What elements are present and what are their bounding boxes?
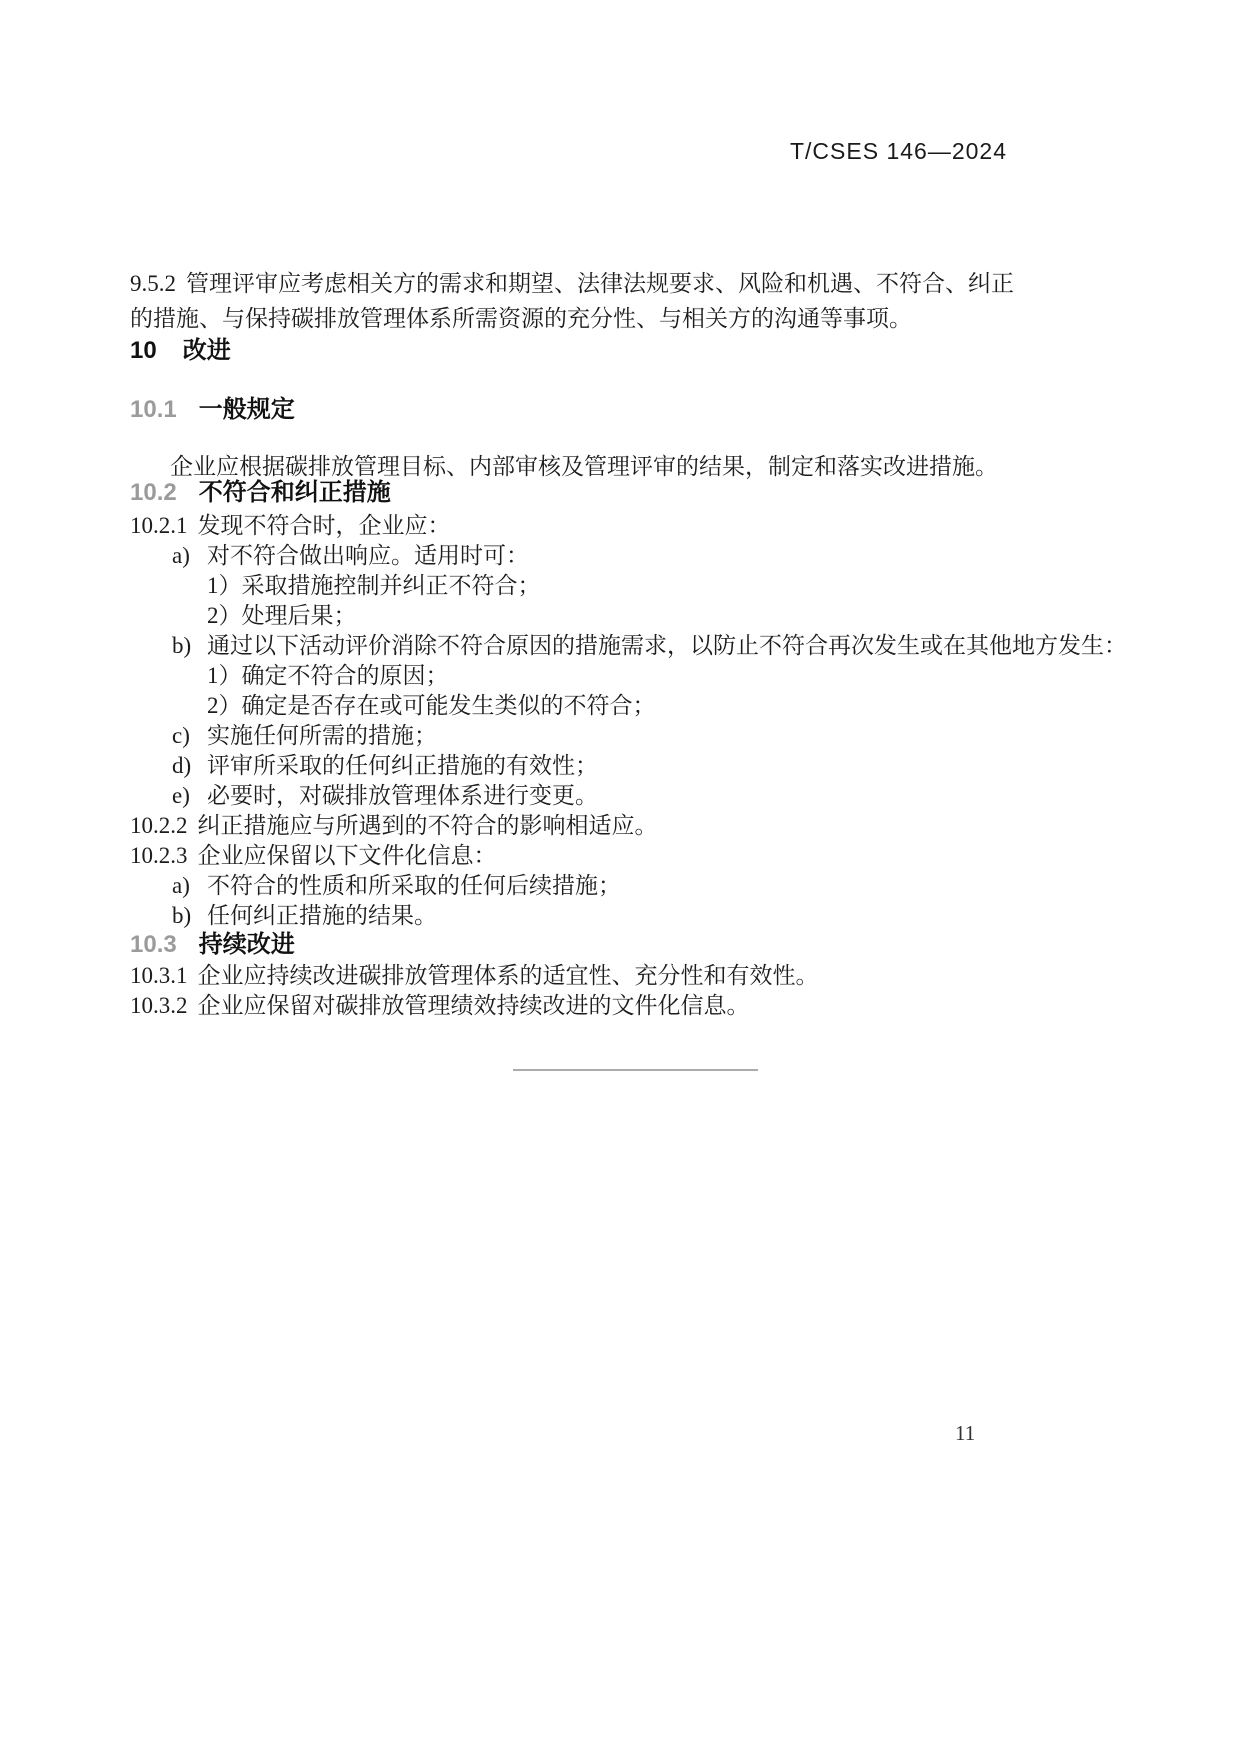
section-10-2-clause-list bbox=[130, 511, 1127, 931]
clause-row bbox=[130, 691, 1030, 721]
clause-text: 纠正措施应与所遇到的不符合的影响相适应。 bbox=[197, 813, 658, 838]
clause-row bbox=[130, 511, 1030, 541]
clause-number: 10.3.1 bbox=[130, 963, 188, 988]
clause-number: 10.2.1 bbox=[130, 513, 188, 538]
clause-row bbox=[130, 541, 1030, 571]
clause-number: a) bbox=[172, 873, 190, 898]
clause-text: 采取措施控制并纠正不符合； bbox=[241, 573, 541, 598]
section-10-3-clause-list bbox=[130, 961, 1030, 1021]
section-number: 10.1 bbox=[130, 396, 177, 423]
clause-9-5-2-paragraph bbox=[130, 266, 1014, 336]
clause-number: e) bbox=[172, 783, 190, 808]
section-10-3-heading bbox=[130, 924, 295, 959]
clause-text: 实施任何所需的措施； bbox=[207, 723, 437, 748]
clause-number: 9.5.2 bbox=[130, 271, 176, 296]
clause-row bbox=[130, 781, 1030, 811]
clause-row bbox=[130, 601, 1030, 631]
section-number: 10.3 bbox=[130, 931, 177, 958]
clause-row bbox=[130, 751, 1030, 781]
clause-row bbox=[130, 571, 1030, 601]
section-10-1-heading bbox=[130, 389, 295, 424]
clause-number: c) bbox=[172, 723, 190, 748]
clause-text: 评审所采取的任何纠正措施的有效性； bbox=[207, 753, 598, 778]
clause-number: 2） bbox=[207, 693, 242, 718]
chapter-title: 改进 bbox=[182, 337, 231, 364]
clause-text: 企业应保留以下文件化信息： bbox=[197, 843, 497, 868]
clause-text: 企业应保留对碳排放管理绩效持续改进的文件化信息。 bbox=[197, 993, 750, 1018]
clause-text: 企业应持续改进碳排放管理体系的适宜性、充分性和有效性。 bbox=[197, 963, 819, 988]
clause-number: b) bbox=[172, 903, 192, 928]
clause-number: 1） bbox=[207, 573, 242, 598]
section-title: 持续改进 bbox=[198, 931, 295, 958]
clause-number: 10.3.2 bbox=[130, 993, 188, 1018]
chapter-number: 10 bbox=[130, 337, 157, 364]
page-number: 11 bbox=[955, 1421, 976, 1445]
clause-row bbox=[130, 961, 1030, 991]
clause-row bbox=[130, 721, 1030, 751]
clause-row bbox=[130, 661, 1030, 691]
clause-text: 通过以下活动评价消除不符合原因的措施需求，以防止不符合再次发生或在其他地方发生： bbox=[207, 633, 1127, 658]
clause-text: 确定不符合的原因； bbox=[241, 663, 449, 688]
section-10-2-heading bbox=[130, 472, 391, 507]
clause-text: 不符合的性质和所采取的任何后续措施； bbox=[207, 873, 621, 898]
section-10-1-paragraph: 企业应根据碳排放管理目标、内部审核及管理评审的结果，制定和落实改进措施。 bbox=[170, 454, 998, 479]
clause-number: 1） bbox=[207, 663, 242, 688]
clause-number: b) bbox=[172, 633, 192, 658]
clause-text: 对不符合做出响应。适用时可： bbox=[207, 543, 529, 568]
clause-number: a) bbox=[172, 543, 190, 568]
clause-text: 确定是否存在或可能发生类似的不符合； bbox=[241, 693, 656, 718]
clause-row bbox=[130, 811, 1030, 841]
doc-code-header: T/CSES 146—2024 bbox=[789, 138, 1007, 164]
clause-number: 10.2.2 bbox=[130, 813, 188, 838]
clause-number: 10.2.3 bbox=[130, 843, 188, 868]
clause-row bbox=[130, 871, 1030, 901]
clause-row bbox=[130, 991, 1030, 1021]
chapter-10-heading bbox=[130, 330, 231, 365]
section-end-divider bbox=[513, 1069, 758, 1071]
clause-text: 任何纠正措施的结果。 bbox=[207, 903, 437, 928]
section-number: 10.2 bbox=[130, 479, 177, 506]
section-title: 一般规定 bbox=[198, 396, 295, 423]
clause-row bbox=[130, 841, 1030, 871]
clause-number: d) bbox=[172, 753, 192, 778]
clause-text: 发现不符合时，企业应： bbox=[197, 513, 451, 538]
clause-number: 2） bbox=[207, 603, 242, 628]
section-title: 不符合和纠正措施 bbox=[198, 479, 391, 506]
clause-text: 管理评审应考虑相关方的需求和期望、法律法规要求、风险和机遇、不符合、纠正的措施、与保持碳排放管理体系所需资源的充分性、与相关方的沟通等事项。 bbox=[130, 271, 1014, 331]
clause-text: 处理后果； bbox=[241, 603, 357, 628]
clause-row bbox=[130, 631, 1127, 661]
clause-text: 必要时，对碳排放管理体系进行变更。 bbox=[207, 783, 598, 808]
